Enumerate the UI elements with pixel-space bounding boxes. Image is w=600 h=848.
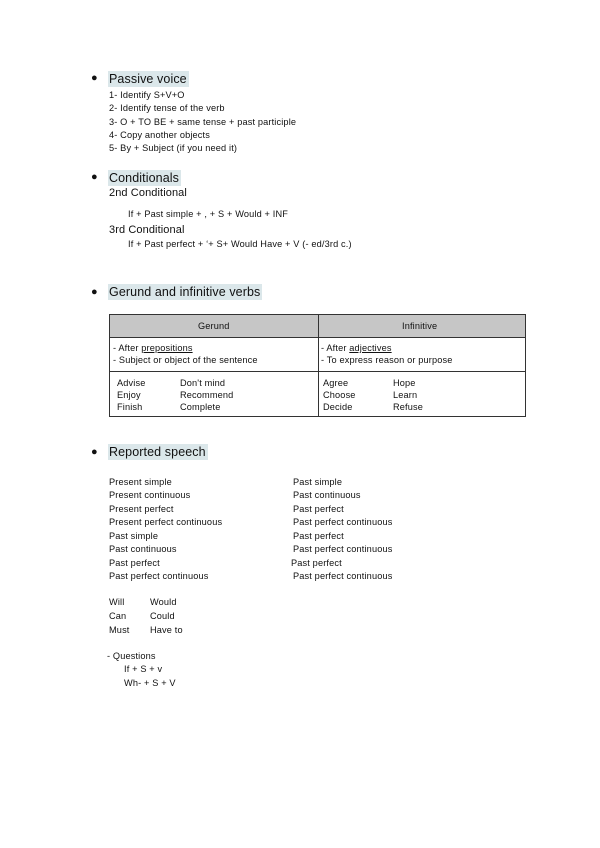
passive-step: 1- Identify S+V+O [109,90,185,100]
table-row-divider [110,371,525,372]
gerund-verb: Advise [117,378,146,388]
bullet-icon: ● [91,446,98,458]
section-title-reported: Reported speech [109,445,206,459]
table-column-divider [318,315,319,416]
passive-step: 4- Copy another objects [109,130,210,140]
infinitive-header: Infinitive [402,321,438,331]
questions-label: - Questions [107,651,156,661]
direct-tense: Past perfect continuous [109,571,209,581]
bullet-icon: ● [91,171,98,183]
modal-direct: Can [109,611,127,621]
infinitive-verb: Decide [323,402,353,412]
section-title-conditionals: Conditionals [109,171,179,185]
reported-tense: Past perfect continuous [293,544,393,554]
direct-tense: Past perfect [109,558,160,568]
modal-direct: Will [109,597,125,607]
infinitive-verb: Agree [323,378,349,388]
direct-tense: Present perfect [109,504,174,514]
direct-tense: Present perfect continuous [109,517,223,527]
direct-tense: Past simple [109,531,159,541]
reported-tense: Past perfect [291,558,342,568]
second-conditional-formula: If + Past simple + , + S + Would + INF [128,209,288,219]
infinitive-verb: Choose [323,390,356,400]
infinitive-rule-1: - After adjectives [321,343,392,353]
gerund-rule-2: - Subject or object of the sentence [113,355,258,365]
reported-tense: Past perfect [293,531,344,541]
reported-tense: Past simple [293,477,343,487]
modal-reported: Would [150,597,177,607]
gerund-verb: Enjoy [117,390,141,400]
modal-reported: Could [150,611,175,621]
direct-tense: Present continuous [109,490,191,500]
third-conditional-label: 3rd Conditional [109,224,185,236]
direct-tense: Present simple [109,477,172,487]
modal-reported: Have to [150,625,183,635]
gerund-infinitive-table [109,314,526,417]
infinitive-verb: Hope [393,378,416,388]
gerund-verb: Recommend [180,390,234,400]
passive-step: 2- Identify tense of the verb [109,103,225,113]
section-title-gerund: Gerund and infinitive verbs [109,285,261,299]
bullet-icon: ● [91,286,98,298]
reported-tense: Past continuous [293,490,361,500]
second-conditional-label: 2nd Conditional [109,187,187,199]
reported-tense: Past perfect continuous [293,517,393,527]
gerund-verb: Finish [117,402,143,412]
question-formula: Wh- + S + V [124,678,176,688]
direct-tense: Past continuous [109,544,177,554]
bullet-icon: ● [91,72,98,84]
infinitive-verb: Learn [393,390,418,400]
modal-direct: Must [109,625,130,635]
gerund-rule-1: - After prepositions [113,343,193,353]
gerund-verb: Don't mind [180,378,226,388]
infinitive-verb: Refuse [393,402,424,412]
third-conditional-formula: If + Past perfect + ‘+ S+ Would Have + V (- ed/3rd c.) [128,239,352,249]
reported-tense: Past perfect [293,504,344,514]
section-title-passive: Passive voice [109,72,187,86]
gerund-verb: Complete [180,402,221,412]
question-formula: If + S + v [124,664,163,674]
gerund-header: Gerund [198,321,230,331]
passive-step: 3- O + TO BE + same tense + past participle [109,117,297,127]
reported-tense: Past perfect continuous [293,571,393,581]
infinitive-rule-2: - To express reason or purpose [321,355,453,365]
passive-step: 5- By + Subject (if you need it) [109,143,238,153]
